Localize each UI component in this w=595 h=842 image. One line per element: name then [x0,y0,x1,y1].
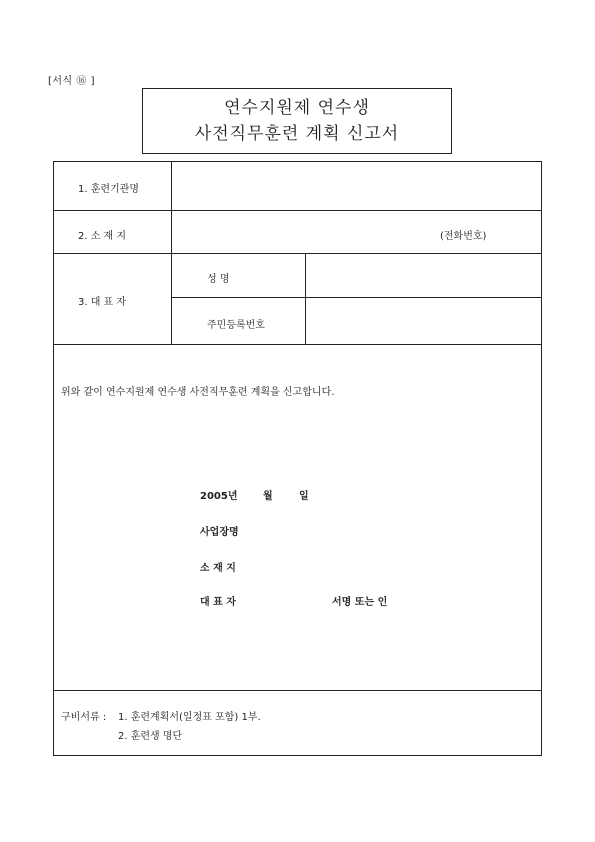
form-table [53,161,542,756]
attachments-heading: 구비서류 : [61,712,107,723]
form-title-line-1: 연수지원제 연수생 [224,98,370,118]
signature-or-seal-label: 서명 또는 인 [332,597,388,608]
address-label: 2. 소 재 지 [78,231,127,242]
representative-label: 3. 대 표 자 [78,297,127,308]
date-month: 월 [263,491,273,502]
date-day: 일 [299,491,309,502]
signature-representative-label: 대 표 자 [200,597,236,608]
resident-number-field[interactable] [306,298,541,344]
row-divider-5 [54,690,541,691]
institution-name-field[interactable] [172,162,541,210]
workplace-name-label: 사업장명 [200,527,239,538]
date-year: 2005년 [200,491,238,502]
name-label: 성 명 [207,274,230,285]
phone-label: (전화번호) [440,231,487,242]
institution-name-label: 1. 훈련기관명 [78,184,140,195]
signature-address-label: 소 재 지 [200,563,236,574]
form-title-line-2: 사전직무훈련 계획 신고서 [194,124,400,144]
row-divider-4 [54,344,541,345]
attachment-item-2: 2. 훈련생 명단 [118,731,183,742]
resident-number-label: 주민등록번호 [207,320,265,331]
name-field[interactable] [306,254,541,297]
form-code: [서식 ⑯ ] [48,76,95,87]
declaration-statement: 위와 같이 연수지원제 연수생 사전직무훈련 계획을 신고합니다. [61,387,335,398]
form-title-box [142,88,452,154]
attachment-item-1: 1. 훈련계획서(일정표 포함) 1부. [118,712,261,723]
